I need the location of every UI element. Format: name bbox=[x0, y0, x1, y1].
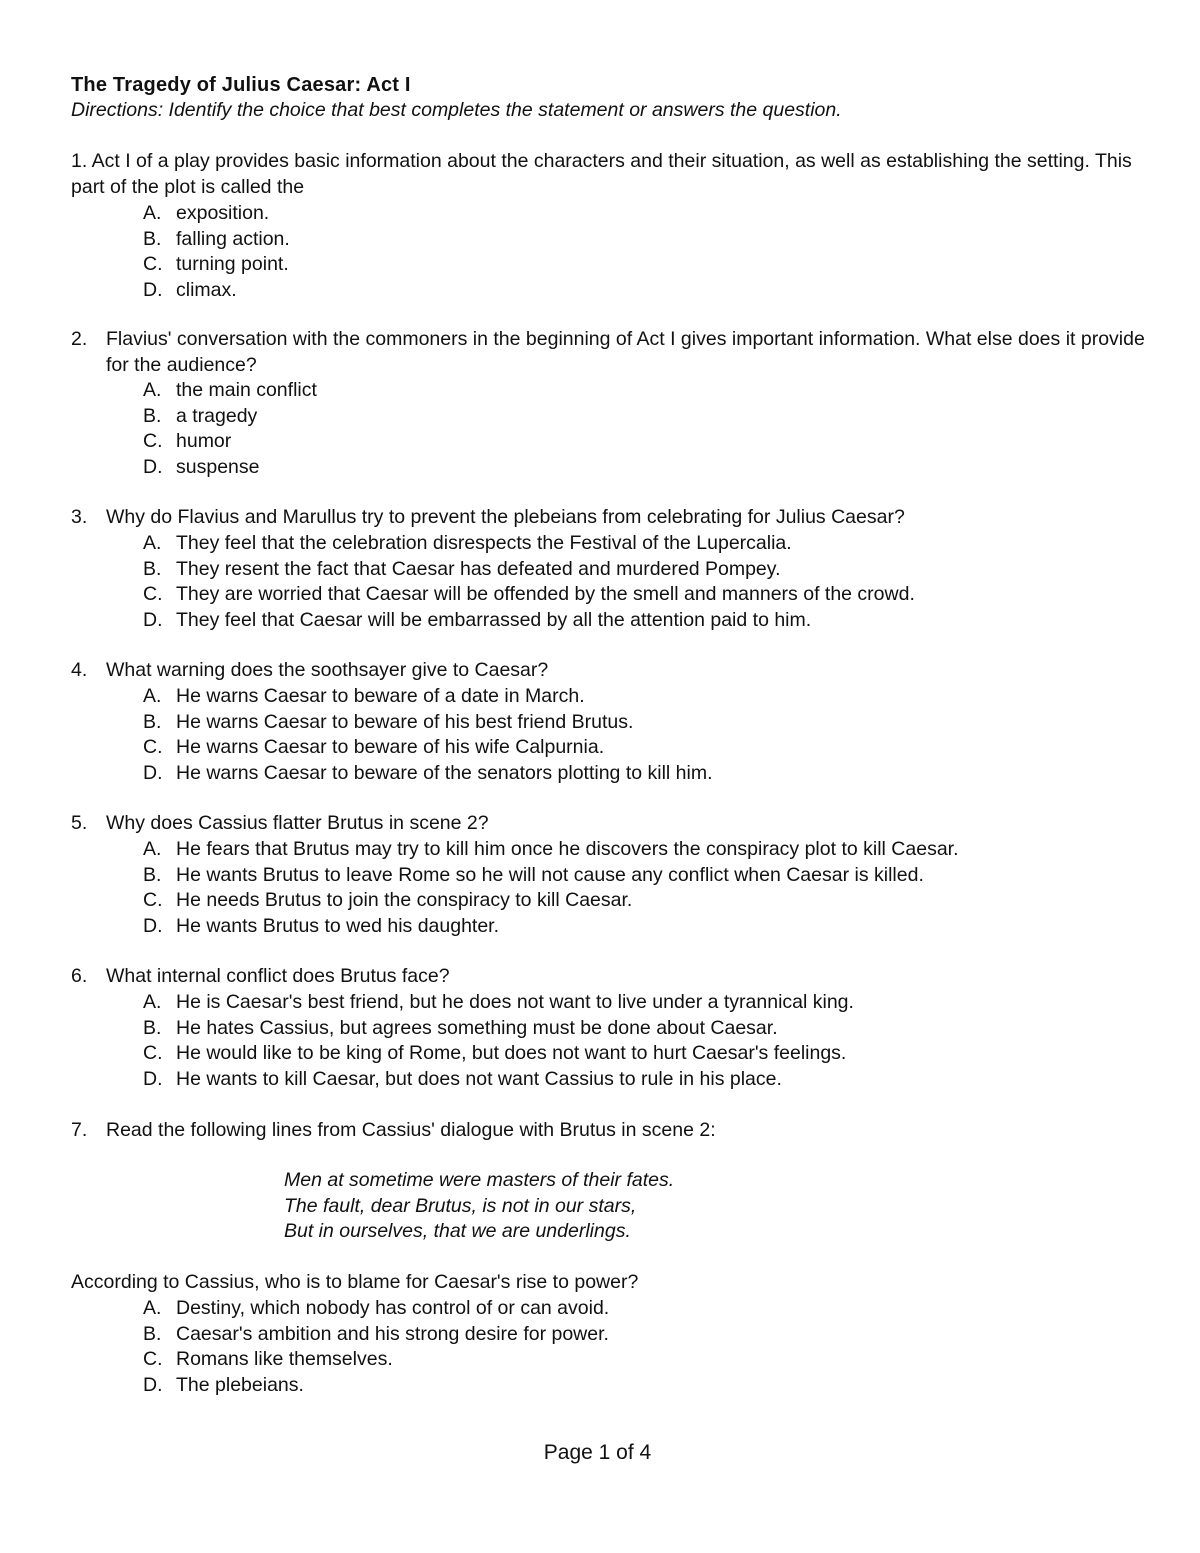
page-title: The Tragedy of Julius Caesar: Act I bbox=[71, 74, 411, 96]
option-d: D. suspense bbox=[143, 455, 260, 478]
question-2-options bbox=[143, 378, 317, 480]
option-c: C. turning point. bbox=[143, 253, 289, 276]
quote-block bbox=[284, 1168, 674, 1245]
option-b: B. They resent the fact that Caesar has defeated and murdered Pompey. bbox=[143, 557, 781, 580]
question-text: Why do Flavius and Marullus try to prevent the plebeians from celebrating for Julius Caesar? bbox=[106, 506, 905, 528]
question-number: 3. bbox=[71, 506, 88, 528]
question-1-text: 1. Act I of a play provides basic information about the characters and their situation, as well as establishing the setting. This part of the plot is called the bbox=[71, 150, 1132, 198]
quote-line: But in ourselves, that we are underlings. bbox=[284, 1220, 631, 1243]
question-1-options bbox=[143, 201, 290, 303]
question-text: Flavius' conversation with the commoners in the beginning of Act I gives important information. What else does it provide for the audience? bbox=[106, 328, 1145, 376]
option-a: A. He warns Caesar to beware of a date in March. bbox=[143, 685, 585, 707]
quote-line: Men at sometime were masters of their fates. bbox=[284, 1169, 675, 1191]
question-text: What warning does the soothsayer give to Caesar? bbox=[106, 659, 549, 681]
page-number: Page 1 of 4 bbox=[543, 1441, 652, 1464]
option-c: C. humor bbox=[143, 430, 232, 453]
option-a: A. the main conflict bbox=[143, 379, 317, 401]
option-b: B. falling action. bbox=[143, 227, 290, 250]
question-7 bbox=[71, 1118, 1140, 1144]
option-d: D. He wants to kill Caesar, but does not want Cassius to rule in his place. bbox=[143, 1067, 782, 1090]
question-6-options bbox=[143, 990, 854, 1092]
directions: Directions: Identify the choice that best completes the statement or answers the question. bbox=[71, 99, 842, 121]
option-d: D. climax. bbox=[143, 278, 237, 301]
option-d: D. The plebeians. bbox=[143, 1373, 304, 1396]
option-c: C. They are worried that Caesar will be offended by the smell and manners of the crowd. bbox=[143, 583, 915, 606]
option-b: B. Caesar's ambition and his strong desire for power. bbox=[143, 1322, 609, 1345]
question-text: Why does Cassius flatter Brutus in scene 2? bbox=[106, 812, 489, 834]
question-number: 2. bbox=[71, 328, 88, 350]
question-3 bbox=[71, 505, 1140, 531]
question-number: 4. bbox=[71, 659, 88, 681]
question-2 bbox=[71, 327, 1145, 379]
option-b: B. He wants Brutus to leave Rome so he will not cause any conflict when Caesar is killed. bbox=[143, 863, 924, 886]
option-a: A. They feel that the celebration disrespects the Festival of the Lupercalia. bbox=[143, 532, 792, 554]
question-number: 7. bbox=[71, 1119, 88, 1141]
option-d: D. They feel that Caesar will be embarrassed by all the attention paid to him. bbox=[143, 608, 812, 631]
question-4 bbox=[71, 658, 1140, 684]
option-b: B. He warns Caesar to beware of his best friend Brutus. bbox=[143, 710, 634, 733]
question-4-options bbox=[143, 684, 713, 786]
option-a: A. exposition. bbox=[143, 202, 270, 224]
question-3-options bbox=[143, 531, 915, 633]
question-7-options bbox=[143, 1296, 609, 1398]
option-a: A. Destiny, which nobody has control of or can avoid. bbox=[143, 1297, 610, 1319]
quote-line: The fault, dear Brutus, is not in our stars, bbox=[284, 1194, 637, 1217]
option-a: A. He is Caesar's best friend, but he does not want to live under a tyrannical king. bbox=[143, 991, 854, 1013]
question-text: What internal conflict does Brutus face? bbox=[106, 965, 450, 987]
question-7-stem: According to Cassius, who is to blame for Caesar's rise to power? bbox=[71, 1271, 639, 1293]
option-c: C. He needs Brutus to join the conspiracy to kill Caesar. bbox=[143, 889, 633, 912]
option-d: D. He warns Caesar to beware of the senators plotting to kill him. bbox=[143, 761, 713, 784]
question-5 bbox=[71, 811, 1140, 837]
question-6 bbox=[71, 964, 1140, 990]
question-number: 6. bbox=[71, 965, 88, 987]
question-number: 5. bbox=[71, 812, 88, 834]
option-b: B. He hates Cassius, but agrees something must be done about Caesar. bbox=[143, 1016, 778, 1039]
question-5-options bbox=[143, 837, 959, 939]
option-a: A. He fears that Brutus may try to kill him once he discovers the conspiracy plot to kill Caesar. bbox=[143, 838, 959, 860]
question-text: Read the following lines from Cassius' dialogue with Brutus in scene 2: bbox=[106, 1119, 716, 1141]
option-c: C. He would like to be king of Rome, but does not want to hurt Caesar's feelings. bbox=[143, 1042, 847, 1065]
option-b: B. a tragedy bbox=[143, 404, 258, 427]
option-c: C. He warns Caesar to beware of his wife Calpurnia. bbox=[143, 736, 605, 759]
option-c: C. Romans like themselves. bbox=[143, 1348, 393, 1371]
option-d: D. He wants Brutus to wed his daughter. bbox=[143, 914, 500, 937]
